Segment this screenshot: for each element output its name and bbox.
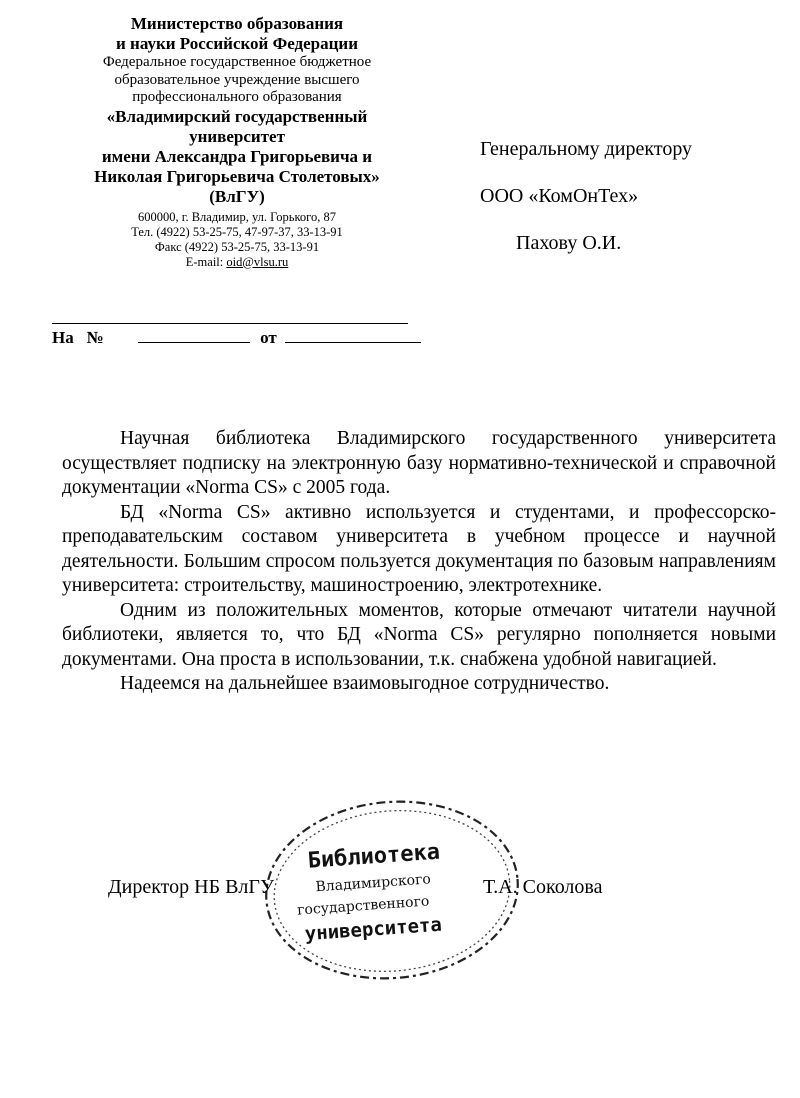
addressee-title: Генеральному директору [480,138,693,160]
email-line [52,255,422,270]
addressee-company: ООО «КомОнТех» [480,185,639,207]
institution-line-2: образовательное учреждение высшего [114,71,360,88]
signatory-name: Т.А. Соколова [483,876,603,898]
reference-from-label: от [260,328,277,347]
stamp-text-line-1: Библиотека [306,839,441,874]
addressee-block [480,135,692,276]
addressee-name: Пахову О.И. [516,232,622,254]
university-name-line-3: имени Александра Григорьевича и [101,147,373,167]
body-paragraph-3: Одним из положительных моментов, которые отмечают читатели научной библиотеки, является то, что БД «Norma CS» регулярно пополняется новыми документами. Она проста в использовании, т.к. снабжена удобной навигацией. [62,599,776,670]
sender-header [52,14,422,269]
body-paragraph-4: Надеемся на дальнейшее взаимовыгодное сотрудничество. [120,673,610,694]
university-name-line-1: «Владимирский государственный [106,107,368,127]
stamp-text-line-3: государственного [296,893,430,919]
body-paragraph-2: БД «Norma CS» активно используется и студентами, и профессорско-преподавательским составом университета в учебном процессе и научной деятельности. Большим спросом пользуется документация по базовым направлениям университета: строительству, машиностроению, электротехнике. [62,501,776,596]
ministry-line-1: Министерство образования [130,14,344,33]
fax-numbers: Факс (4922) 53-25-75, 33-13-91 [154,239,320,254]
reference-line [52,328,421,348]
university-name-line-4: Николая Григорьевича Столетовых» [94,167,380,187]
university-abbreviation: (ВлГУ) [209,187,265,207]
institution-line-1: Федеральное государственное бюджетное [102,54,372,71]
ministry-line-2: и науки Российской Федерации [115,34,359,54]
stamp-text-line-2: Владимирского [315,871,432,896]
letter-body [62,427,776,697]
email-link[interactable]: oid@vlsu.ru [226,254,289,269]
stamp-text-line-4: университета [304,913,443,946]
reference-number-label: № [86,328,104,347]
reference-na-label: На [52,328,74,347]
email-label: E-mail: [185,254,227,269]
body-paragraph-1: Научная библиотека Владимирского государственного университета осуществляет подписку на электронную базу нормативно-технической и справочной документации «Norma CS» с 2005 года. [62,428,776,498]
signatory-position: Директор НБ ВлГУ [108,876,275,898]
reference-number-blank [138,328,250,343]
header-divider [52,323,408,324]
reference-date-blank [285,328,421,343]
stamp-inner-ring [267,801,516,981]
institution-line-3: профессионального образования [132,89,342,106]
university-name-line-2: университет [189,127,285,147]
postal-address: 600000, г. Владимир, ул. Горького, 87 [137,210,336,225]
phone-numbers: Тел. (4922) 53-25-75, 47-97-37, 33-13-91 [131,225,343,240]
